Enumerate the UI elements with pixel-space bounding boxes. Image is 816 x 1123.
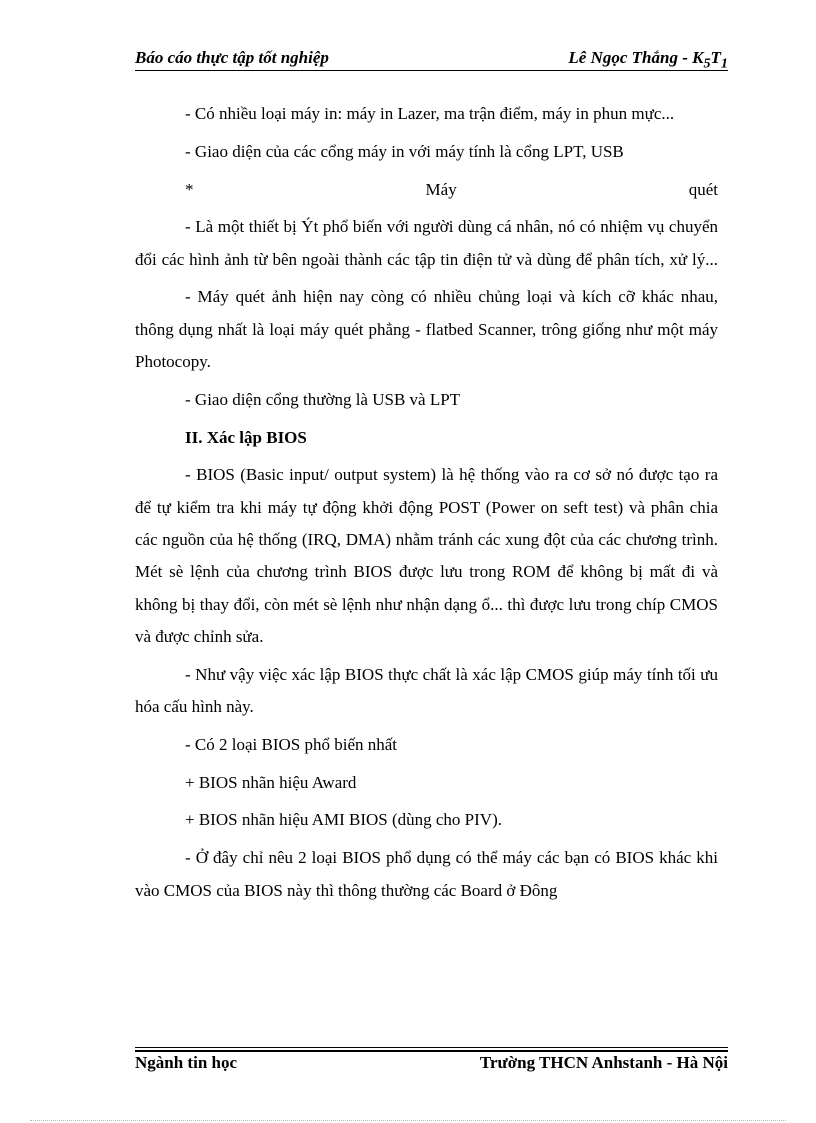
header-subscript-2: 1 [720,55,728,72]
header-subscript-1: 5 [703,55,711,72]
paragraph: - Giao diện cổng thường là USB và LPT [185,389,461,409]
section-heading: II. Xác lập BIOS [185,427,307,447]
paragraph: - Máy quét ảnh hiện nay còng có nhiều chủng loại và kích cỡ khác nhau, thông dụng nhất là loại máy quét phẳng - flatbed Scanner, trông giống như một máy Photocopy. [135,287,718,372]
header-author-t: T [710,48,721,67]
paragraph: - Giao diện của các cổng máy in với máy tính là cổng LPT, USB [185,141,624,161]
paragraph: - Có nhiều loại máy in: máy in Lazer, ma trận điểm, máy in phun mực... [185,104,675,123]
footer-department: Ngành tin học [135,1053,238,1072]
page-footer [135,1053,728,1077]
header-author [568,48,728,72]
paragraph: - BIOS (Basic input/ output system) là hệ thống vào ra cơ sở nó được tạo ra để tự kiểm tra khi máy tự động khởi động POST (Power on seft test) và phân chia các nguồn của hệ thống (IRQ, DMA) nhằm tránh các xung đột của các chương trình. Mét sè lệnh của chương trình BIOS được lưu trong ROM để không bị mất đi và không bị thay đổi, còn mét sè lệnh như nhận dạng ổ... thì được lưu trong chíp CMOS và được chỉnh sửa. [135,465,718,646]
paragraph: - Có 2 loại BIOS phổ biến nhất [185,734,398,754]
header-rule [135,70,728,71]
header-report-title: Báo cáo thực tập tốt nghiệp [135,48,329,67]
footer-rule-thick [135,1050,728,1052]
paragraph: - Là một thiết bị Ýt phổ biến với người dùng cá nhân, nó có nhiệm vụ chuyển đổi các hình ảnh từ bên ngoài thành các tập tin điện tử và dùng để phân tích, xử lý... [135,217,718,269]
footer-rule [135,1047,728,1048]
page-header [135,48,728,72]
footer-school: Trường THCN Anhstanh - Hà Nội [479,1053,728,1072]
paragraph: * Máy quét [185,179,718,199]
paragraph: + BIOS nhãn hiệu Award [185,772,357,792]
paragraph: - Ở đây chỉ nêu 2 loại BIOS phổ dụng có thể máy các bạn có BIOS khác khi vào CMOS của BIOS này thì thông thường các Board ở Đông [135,848,718,900]
page-bottom-border [30,1120,786,1121]
header-author-name: Lê Ngọc Thắng - K [568,48,704,67]
document-body [135,98,718,912]
paragraph: - Như vậy việc xác lập BIOS thực chất là xác lập CMOS giúp máy tính tối ưu hóa cấu hình này. [135,664,718,717]
paragraph: + BIOS nhãn hiệu AMI BIOS (dùng cho PIV). [185,810,502,830]
